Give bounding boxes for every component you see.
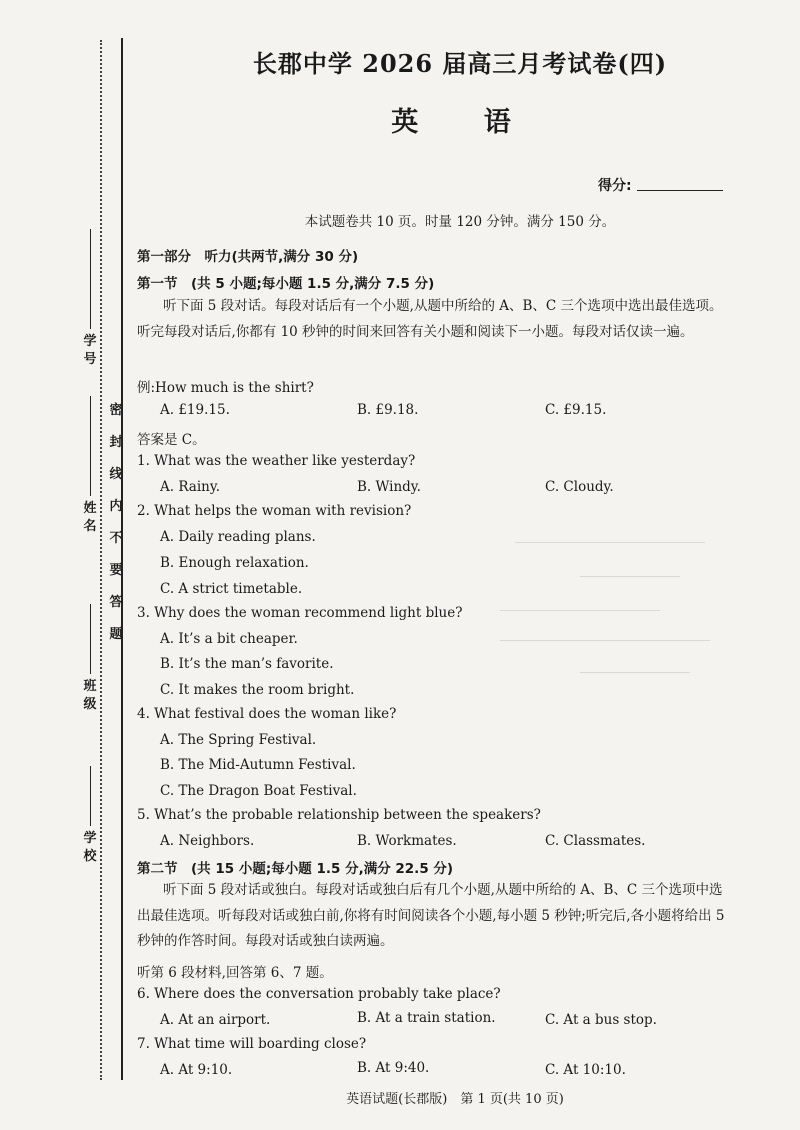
section1-title: 第一节 (共 5 小题;每小题 1.5 分,满分 7.5 分) (137, 276, 435, 292)
exam-title: 长郡中学 2026 届高三月考试卷(四) (252, 49, 668, 78)
page-footer: 英语试题(长郡版) 第 1 页(共 10 页) (346, 1092, 564, 1107)
question-2: 2. What helps the woman with revision? (137, 503, 412, 519)
question-3: 3. Why does the woman recommend light blue? (137, 605, 463, 621)
question-6: 6. Where does the conversation probably take place? (137, 986, 501, 1002)
seal-dotted-line (100, 40, 102, 1080)
scan-artifact-line (580, 576, 680, 577)
q3-option-c[interactable]: C. It makes the room bright. (160, 682, 355, 698)
q4-option-a[interactable]: A. The Spring Festival. (160, 732, 317, 748)
q7-option-b[interactable]: B. At 9:40. (357, 1060, 430, 1076)
example-option-a: A. £19.15. (160, 402, 230, 418)
q6-option-c[interactable]: C. At a bus stop. (545, 1012, 657, 1028)
class-blank[interactable] (90, 604, 91, 674)
q4-option-b[interactable]: B. The Mid-Autumn Festival. (160, 757, 356, 773)
class-label: 班级 (83, 679, 97, 712)
scan-artifact-line (515, 542, 705, 543)
question-4: 4. What festival does the woman like? (137, 706, 397, 722)
q2-option-c[interactable]: C. A strict timetable. (160, 581, 303, 597)
name-blank[interactable] (90, 396, 91, 496)
q5-option-b[interactable]: B. Workmates. (357, 833, 457, 849)
part1-title: 第一部分 听力(共两节,满分 30 分) (137, 249, 359, 265)
question-1: 1. What was the weather like yesterday? (137, 453, 416, 469)
example-question: 例:How much is the shirt? (137, 380, 314, 396)
q7-option-a[interactable]: A. At 9:10. (160, 1062, 233, 1078)
q2-option-a[interactable]: A. Daily reading plans. (160, 529, 316, 545)
material-note: 听第 6 段材料,回答第 6、7 题。 (137, 965, 333, 981)
q2-option-b[interactable]: B. Enough relaxation. (160, 555, 309, 571)
school-field[interactable] (80, 762, 100, 866)
q6-option-b[interactable]: B. At a train station. (357, 1010, 496, 1026)
q1-option-b[interactable]: B. Windy. (357, 479, 421, 495)
section2-title: 第二节 (共 15 小题;每小题 1.5 分,满分 22.5 分) (137, 861, 454, 877)
section2-instructions: 听下面 5 段对话或独白。每段对话或独白后有几个小题,从题中所给的 A、B、C 三个选项中选出最佳选项。听每段对话或独白前,你将有时间阅读各个小题,每小题 5 秒钟;听完后,各小题将给出 5 秒钟的作答时间。每段对话或独白读两遍。 (137, 882, 725, 949)
section1-instructions: 听下面 5 段对话。每段对话后有一个小题,从题中所给的 A、B、C 三个选项中选出最佳选项。听完每段对话后,你都有 10 秒钟的时间来回答有关小题和阅读下一小题。每段对话仅读一遍。 (137, 298, 723, 340)
q4-option-c[interactable]: C. The Dragon Boat Festival. (160, 783, 357, 799)
q7-option-c[interactable]: C. At 10:10. (545, 1062, 626, 1078)
example-option-c: C. £9.15. (545, 402, 607, 418)
q3-option-a[interactable]: A. It’s a bit cheaper. (160, 631, 298, 647)
subject-title: 英 语 (391, 107, 539, 138)
student-id-blank[interactable] (90, 229, 91, 329)
example-option-b: B. £9.18. (357, 402, 419, 418)
score-label: 得分: (598, 178, 632, 194)
q5-option-a[interactable]: A. Neighbors. (160, 833, 255, 849)
school-label: 学校 (83, 831, 97, 864)
name-field[interactable] (80, 392, 100, 536)
q5-option-c[interactable]: C. Classmates. (545, 833, 646, 849)
name-label: 姓名 (83, 501, 97, 534)
question-5: 5. What’s the probable relationship between the speakers? (137, 807, 541, 823)
score-blank[interactable] (637, 190, 723, 191)
q1-option-a[interactable]: A. Rainy. (160, 479, 220, 495)
scan-artifact-line (500, 610, 660, 611)
scan-artifact-line (580, 672, 690, 673)
example-answer: 答案是 C。 (137, 432, 206, 448)
question-7: 7. What time will boarding close? (137, 1036, 367, 1052)
q1-option-c[interactable]: C. Cloudy. (545, 479, 614, 495)
class-field[interactable] (80, 600, 100, 714)
student-id-field[interactable] (80, 225, 100, 369)
exam-intro: 本试题卷共 10 页。时量 120 分钟。满分 150 分。 (304, 214, 616, 230)
school-blank[interactable] (90, 766, 91, 826)
scan-artifact-line (500, 640, 710, 641)
q3-option-b[interactable]: B. It’s the man’s favorite. (160, 656, 334, 672)
student-id-label: 学号 (83, 334, 97, 367)
q6-option-a[interactable]: A. At an airport. (160, 1012, 271, 1028)
seal-notice: 密封线内不要答题 (109, 403, 123, 642)
